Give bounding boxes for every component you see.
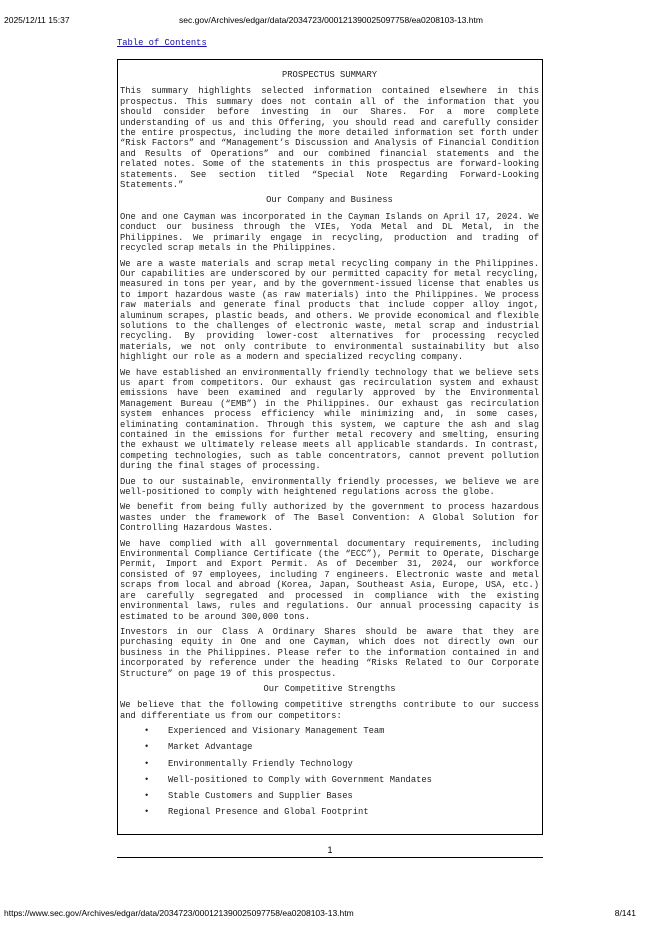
list-item: • Stable Customers and Supplier Bases — [144, 791, 539, 807]
strengths-list — [120, 726, 539, 823]
table-of-contents-link[interactable]: Table of Contents — [117, 38, 207, 48]
list-item: • Environmentally Friendly Technology — [144, 759, 539, 775]
paragraph: One and one Cayman was incorporated in the Cayman Islands on April 17, 2024. We conduct our business through the VIEs, Yoda Metal and DL Metal, in the Philippines. We primarily engage in recycling, production and trading of recycled scrap metals in the Philippines. — [120, 211, 539, 254]
print-datetime: 2025/12/11 15:37 — [4, 15, 70, 25]
list-item: • Regional Presence and Global Footprint — [144, 807, 539, 823]
page-number: 1 — [327, 845, 333, 855]
print-url: https://www.sec.gov/Archives/edgar/data/2034723/000121390025097758/ea0208103-13.htm — [4, 908, 354, 918]
intro-paragraph: This summary highlights selected information contained elsewhere in this prospectus. This summary does not contain all of the information that you should consider before investing in our Shares. For a more complete understanding of us and this Offering, you should read and carefully consider the entire prospectus, including the more detailed information set forth under “Risk Factors” and “Management’s Discussion and Analysis of Financial Condition and Results of Operations” and our combined financial statements and the related notes. Some of the statements in this prospectus are forward-looking statements. See section titled “Special Note Regarding Forward-Looking Statements.” — [120, 86, 539, 191]
print-page-count: 8/141 — [614, 908, 636, 918]
list-item: • Market Advantage — [144, 742, 539, 758]
paragraph: We are a waste materials and scrap metal recycling company in the Philippines. Our capabilities are underscored by our permitted capacity for metal recycling, measured in tons per year, and by the government-issued license that enables us to import hazardous waste (as raw materials) into the Philippines. We process raw materials and generate final products that include copper alloy ingot, aluminum scrapes, plastic beads, and others. We provide economical and flexible solutions to the challenges of electronic waste, metal scrap and industrial recycling. By providing lower-cost alternatives for processing recycled materials, we not only contribute to environmental sustainability but also highlight our role as a modern and specialized recycling company. — [120, 258, 539, 363]
paragraph: Due to our sustainable, environmentally friendly processes, we believe we are well-positioned to comply with heightened regulations across the globe. — [120, 476, 539, 498]
paragraph: We benefit from being fully authorized by the government to process hazardous wastes under the framework of The Basel Convention: A Global Solution for Controlling Hazardous Wastes. — [120, 502, 539, 534]
paragraph: We believe that the following competitive strengths contribute to our success and differentiate us from our competitors: — [120, 700, 539, 721]
paragraph: We have established an environmentally friendly technology that we believe sets us apart from competitors. Our exhaust gas recirculation system and exhaust emissions have been examined and regularly approved by the Environmental Management Bureau (“EMB”) in the Philippines. Our exhaust gas recirculation system enhances process efficiency while minimizing and, in some cases, eliminating contamination. Through this system, we capture the ash and slag contained in the emissions for further metal recovery and smelting, ensuring the exhaust we ultimately release meets all applicable standards. In contrast, competing technologies, such as table concentrators, cannot prevent pollution during the final stages of processing. — [120, 367, 539, 472]
list-item: • Well-positioned to Comply with Government Mandates — [144, 775, 539, 791]
page-divider — [117, 857, 543, 858]
paragraph: We have complied with all governmental documentary requirements, including Environmental Compliance Certificate (the “ECC”), Permit to Operate, Discharge Permit, Import and Export Permit. As of December 31, 2024, our workforce consisted of 97 employees, including 7 engineers. Electronic waste and metal scraps from local and abroad (Korea, Japan, Southeast Asia, Europe, USA, etc.) are carefully segregated and processed in compliance with the existing environmental laws, rules and regulations. Our annual processing capacity is estimated to be around 300,000 tons. — [120, 538, 539, 622]
prospectus-summary-box — [117, 59, 543, 835]
section-title: PROSPECTUS SUMMARY — [281, 70, 378, 80]
section-heading-company: Our Company and Business — [266, 195, 393, 206]
paragraph: Investors in our Class A Ordinary Shares should be aware that they are purchasing equity in One and one Cayman, which does not directly own our business in the Philippines. Please refer to the information contained in and incorporated by reference under the heading “Risks Related to Our Corporate Structure” on page 19 of this prospectus. — [120, 626, 539, 679]
list-item: • Experienced and Visionary Management Team — [144, 726, 539, 742]
print-page-title: sec.gov/Archives/edgar/data/2034723/000121390025097758/ea0208103-13.htm — [179, 15, 483, 25]
section-heading-strengths: Our Competitive Strengths — [263, 683, 396, 694]
